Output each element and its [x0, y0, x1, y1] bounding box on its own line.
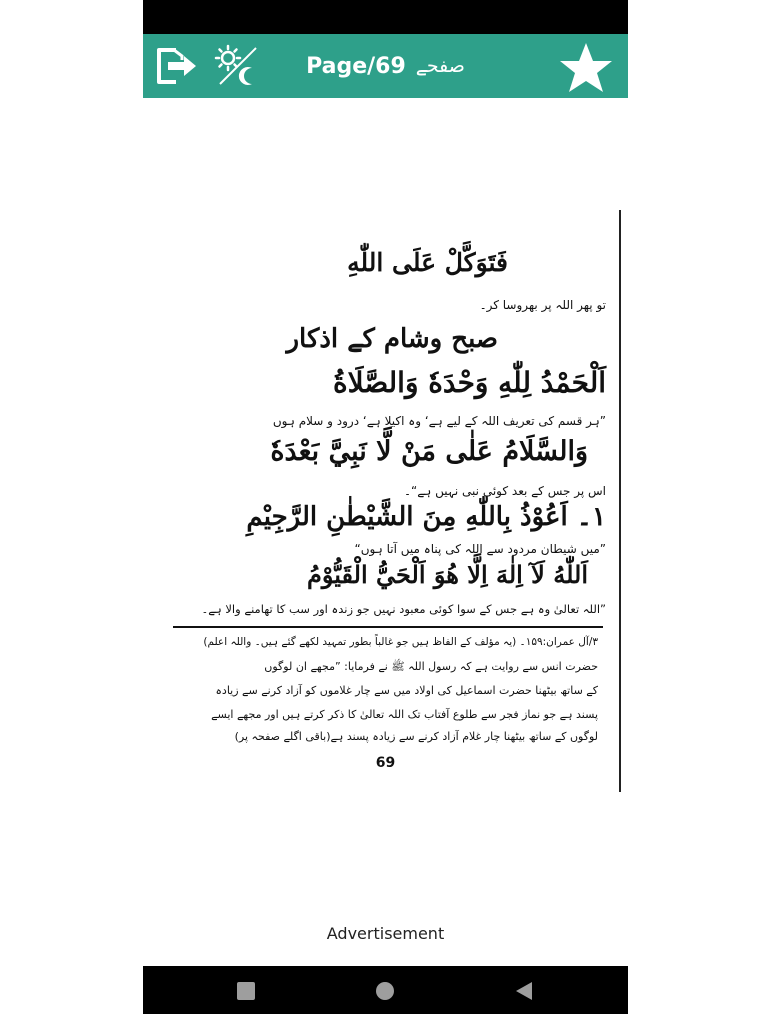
exit-to-app-icon	[154, 46, 200, 86]
translation-line: اس پر جس کے بعد کوئی نبی نہیں ہے“۔	[403, 484, 606, 498]
right-margin	[625, 0, 768, 1024]
footnote-line: حضرت انس سے روایت ہے کہ رسول اللہ ﷺ نے فرمایا: ”مجھے ان لوگوں	[264, 660, 598, 673]
home-button[interactable]	[374, 980, 396, 1002]
left-margin	[0, 0, 143, 1024]
navigation-bar	[143, 966, 628, 1014]
footnote-line: لوگوں کے ساتھ بیٹھنا چار غلام آزاد کرنے سے زیادہ پسند ہے(باقی اگلے صفحہ پر)	[234, 730, 598, 743]
back-icon	[514, 981, 534, 1001]
book-page	[143, 200, 628, 800]
translation-line: ”میں شیطان مردود سے اللہ کی پناہ میں آتا ہوں“	[354, 542, 606, 556]
section-heading: صبح وشام کے اذکار	[286, 324, 498, 354]
dua-line: اَللّٰهُ لَآ اِلٰهَ اِلَّا هُوَ اَلْحَيُّ الْقَيُّوْمُ	[307, 560, 588, 589]
phone-screen	[143, 0, 628, 1024]
dua-line: اَلْحَمْدُ لِلّٰهِ وَحْدَهٗ وَالصَّلَاةُ	[332, 366, 606, 399]
page-number: 69	[375, 755, 396, 771]
favorite-button[interactable]	[558, 40, 614, 96]
recent-apps-icon	[236, 981, 256, 1001]
translation-line: ”ہر قسم کی تعریف اللہ کے لیے ہے‘ وہ اکیلا ہے‘ درود و سلام ہوں	[272, 414, 606, 428]
theme-toggle-button[interactable]	[213, 42, 261, 90]
star-icon	[558, 41, 614, 95]
status-bar	[143, 0, 628, 34]
footnote-line: پسند ہے جو نماز فجر سے طلوع آفتاب تک اللہ تعالیٰ کا ذکر کرتے ہیں اور مجھے ایسے	[211, 708, 598, 721]
advertisement-label: Advertisement	[326, 924, 445, 943]
exit-button[interactable]	[153, 42, 201, 90]
page-edge-rule	[619, 210, 621, 792]
translation-line: ”اللہ تعالیٰ وہ ہے جس کے سوا کوئی معبود نہیں جو زندہ اور سب کا تھامنے والا ہے۔	[201, 602, 606, 616]
footnote-line: ۳/آل عمران:۱۵۹۔ (یہ مؤلف کے الفاظ ہیں جو غالباً بطور تمہید لکھے گئے ہیں۔ واللہ اعلم)	[203, 636, 598, 648]
back-button[interactable]	[513, 980, 535, 1002]
page-title-text: Page/69	[306, 53, 406, 79]
footnote-line: کے ساتھ بیٹھنا حضرت اسماعیل کی اولاد میں سے چار غلاموں کو آزاد کرنے سے زیادہ	[215, 684, 598, 697]
footnote-rule	[173, 626, 603, 628]
dua-line: ۱۔ اَعُوْذُ بِاللّٰهِ مِنَ الشَّيْطٰنِ الرَّجِيْمِ	[246, 502, 606, 532]
app-header	[143, 34, 628, 98]
page-title	[283, 34, 488, 98]
dua-line: وَالسَّلَامُ عَلٰى مَنْ لَّا نَبِيَّ بَعْدَهٗ	[270, 436, 588, 467]
home-icon	[374, 980, 396, 1002]
translation-line: تو پھر اللہ پر بھروسا کر۔	[479, 298, 606, 312]
page-title-urdu: صفحے	[415, 55, 465, 77]
day-night-toggle-icon	[214, 44, 260, 88]
verse-line: فَتَوَكَّلْ عَلَى اللّٰهِ	[347, 248, 508, 277]
recent-apps-button[interactable]	[235, 980, 257, 1002]
